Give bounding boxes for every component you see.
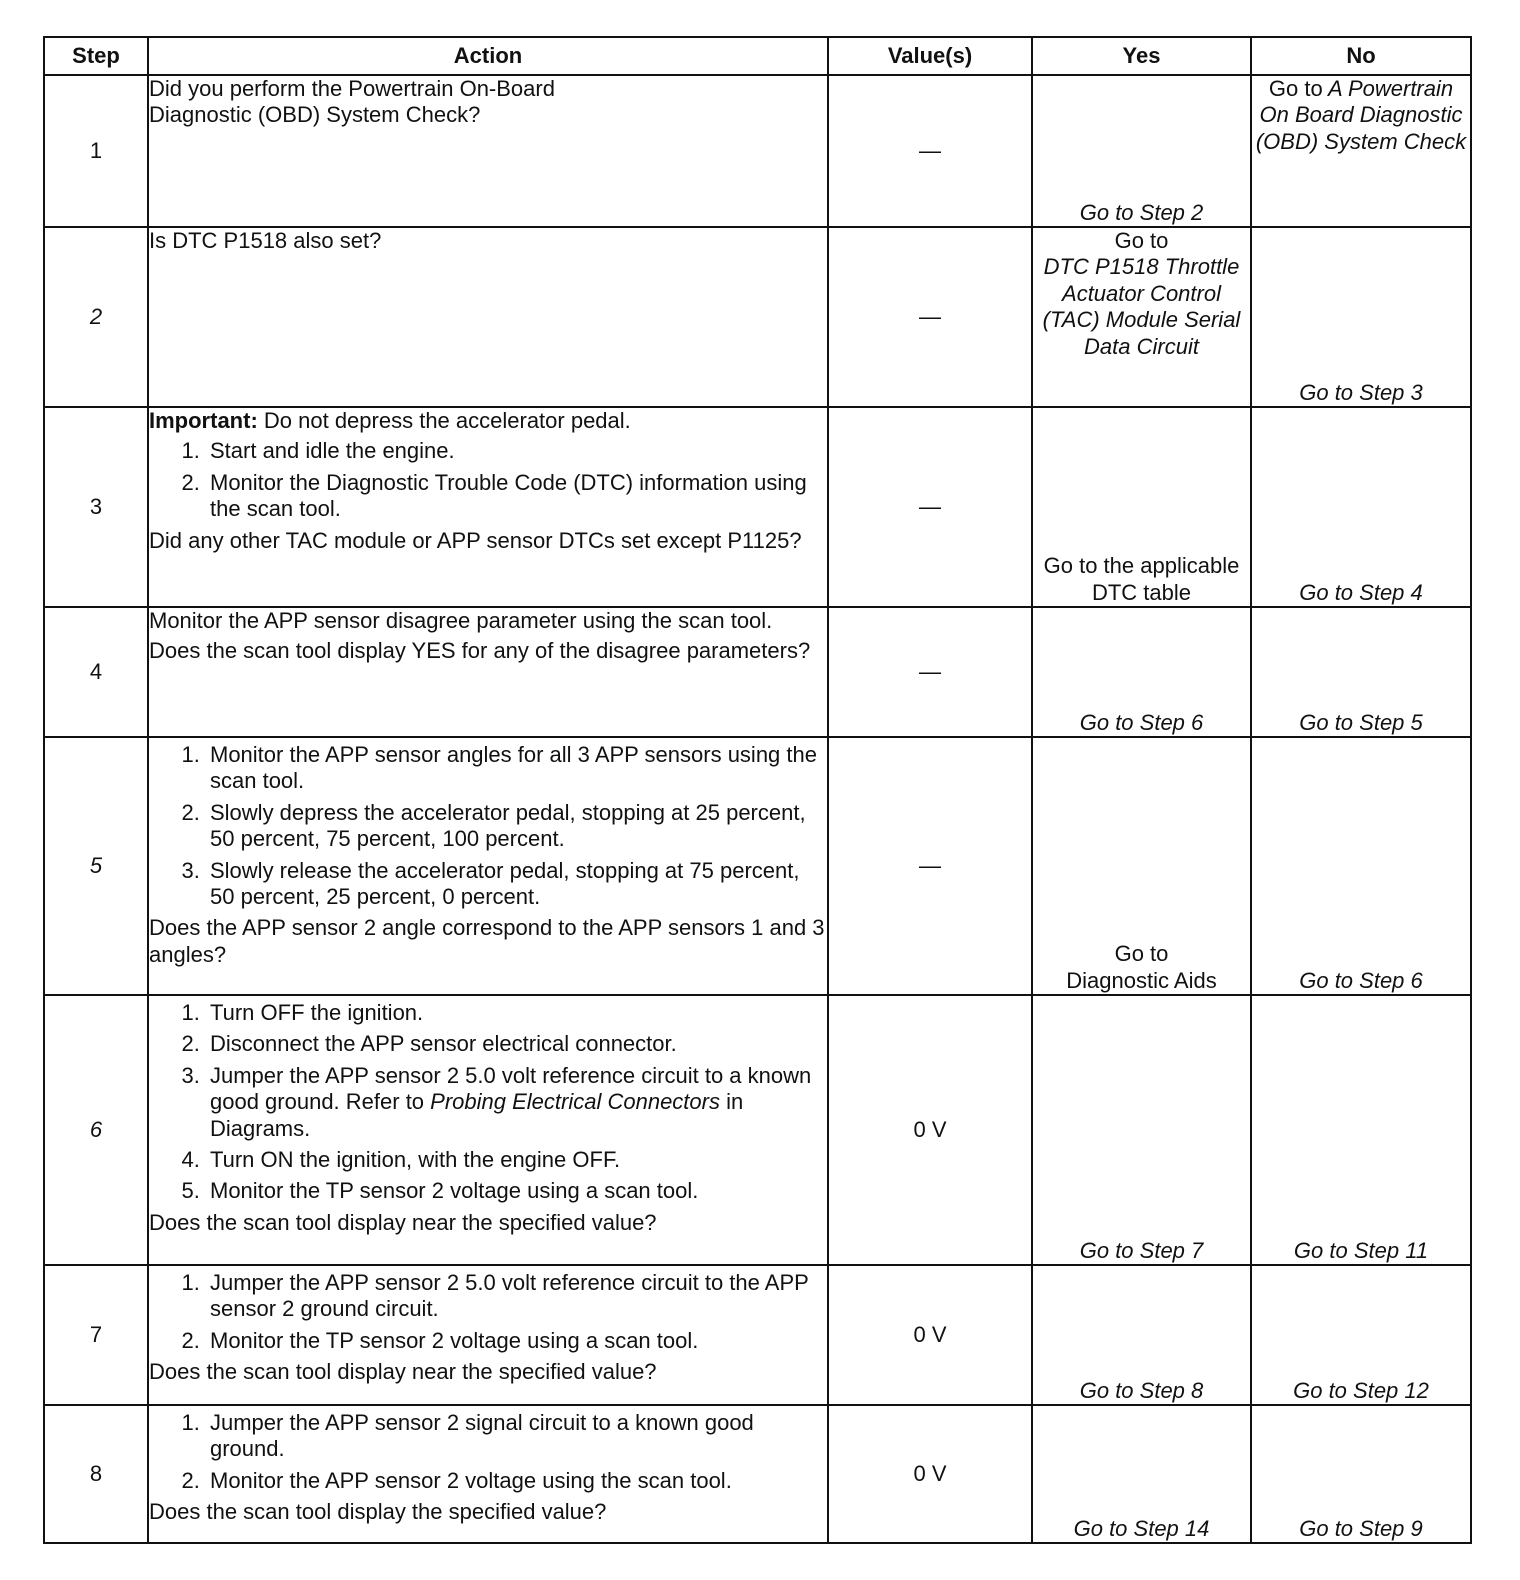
list-item: 1. Start and idle the engine. — [206, 438, 827, 464]
list-item: 1. Monitor the APP sensor angles for all 3 APP sensors using the scan tool. — [206, 742, 827, 795]
no-cell[interactable] — [1251, 1265, 1471, 1405]
action-cell — [148, 607, 828, 737]
value-cell: — — [828, 607, 1032, 737]
question-text: Does the APP sensor 2 angle correspond to the APP sensors 1 and 3 angles? — [149, 915, 825, 967]
step-number: 6 — [44, 995, 148, 1265]
question-text: Does the scan tool display near the specified value? — [149, 1209, 657, 1235]
list-item: 5. Monitor the TP sensor 2 voltage using a scan tool. — [206, 1178, 827, 1204]
action-cell — [148, 1405, 828, 1543]
step-number: 3 — [44, 407, 148, 607]
header-step: Step — [44, 37, 148, 75]
yes-cell[interactable] — [1032, 1265, 1251, 1405]
list-item: 2. Monitor the APP sensor 2 voltage using the scan tool. — [206, 1468, 827, 1494]
header-values: Value(s) — [828, 37, 1032, 75]
action-cell — [148, 75, 828, 227]
step-number: 1 — [44, 75, 148, 227]
no-link[interactable]: Go to Step 3 — [1299, 379, 1423, 405]
no-cell[interactable] — [1251, 1405, 1471, 1543]
step-number: 2 — [44, 227, 148, 407]
list-item: 1. Turn OFF the ignition. — [206, 1000, 827, 1026]
procedure-list — [149, 1410, 827, 1494]
yes-link[interactable]: Go to Step 8 — [1079, 1377, 1204, 1403]
step-number: 8 — [44, 1405, 148, 1543]
probing-connectors-link[interactable]: Probing Electrical Connectors — [430, 1089, 720, 1115]
table-row — [44, 995, 1471, 1265]
value-cell: 0 V — [828, 1265, 1032, 1405]
no-link[interactable]: Go to Step 11 — [1293, 1237, 1429, 1263]
value-cell: 0 V — [828, 1405, 1032, 1543]
diagnostic-table — [43, 36, 1472, 1544]
table-row — [44, 407, 1471, 607]
action-cell — [148, 995, 828, 1265]
procedure-list — [149, 1270, 827, 1354]
procedure-list — [149, 1000, 827, 1205]
no-link[interactable]: Go to Step 12 — [1293, 1377, 1429, 1403]
no-prefix: Go to — [1268, 76, 1323, 101]
header-action: Action — [148, 37, 828, 75]
list-item: 2. Monitor the Diagnostic Trouble Code (DTC) information using the scan tool. — [206, 470, 827, 523]
list-item: 3. Slowly release the accelerator pedal, stopping at 75 percent, 50 percent, 25 percent, 0 percent. — [206, 858, 827, 911]
yes-cell[interactable] — [1032, 1405, 1251, 1543]
yes-prefix: Go to — [1114, 941, 1169, 967]
important-label: Important: — [149, 408, 258, 433]
list-item: 4. Turn ON the ignition, with the engine OFF. — [206, 1147, 827, 1173]
no-cell[interactable] — [1251, 407, 1471, 607]
yes-link[interactable]: Diagnostic Aids — [1066, 967, 1217, 993]
yes-cell[interactable] — [1032, 75, 1251, 227]
action-cell — [148, 1265, 828, 1405]
no-cell[interactable] — [1251, 227, 1471, 407]
no-link[interactable]: A Powertrain On Board Diagnostic (OBD) System Check — [1255, 76, 1467, 154]
yes-link[interactable]: DTC P1518 Throttle Actuator Control (TAC) Module Serial Data Circuit — [1042, 254, 1241, 359]
list-item: 1. Jumper the APP sensor 2 5.0 volt reference circuit to the APP sensor 2 ground circuit. — [206, 1270, 827, 1323]
list-item: 2. Monitor the TP sensor 2 voltage using a scan tool. — [206, 1328, 827, 1354]
header-yes: Yes — [1032, 37, 1251, 75]
question-text: Is DTC P1518 also set? — [149, 228, 382, 253]
header-row — [44, 37, 1471, 75]
table-row — [44, 1265, 1471, 1405]
yes-link[interactable]: Go to Step 6 — [1079, 709, 1204, 735]
yes-link[interactable]: Go to the applicable DTC table — [1043, 553, 1240, 605]
question-text: Did any other TAC module or APP sensor DTCs set except P1125? — [149, 527, 802, 553]
procedure-list — [149, 742, 827, 910]
no-link[interactable]: Go to Step 5 — [1299, 709, 1423, 735]
header-no: No — [1251, 37, 1471, 75]
question-text: Does the scan tool display near the specified value? — [149, 1359, 657, 1385]
table-row — [44, 1405, 1471, 1543]
value-cell: 0 V — [828, 995, 1032, 1265]
step3-tail: in Diagrams. — [210, 1089, 744, 1141]
question-text: Did you perform the Powertrain On-Board Diagnostic (OBD) System Check? — [149, 76, 555, 128]
table-row — [44, 737, 1471, 995]
no-cell[interactable] — [1251, 737, 1471, 995]
question-text: Does the scan tool display YES for any of the disagree parameters? — [149, 638, 811, 664]
value-cell: — — [828, 227, 1032, 407]
no-cell[interactable] — [1251, 607, 1471, 737]
yes-cell[interactable] — [1032, 607, 1251, 737]
important-text: Do not depress the accelerator pedal. — [263, 408, 631, 433]
value-cell: — — [828, 75, 1032, 227]
list-item: 2. Slowly depress the accelerator pedal, stopping at 25 percent, 50 percent, 75 percent, 100 percent. — [206, 800, 827, 853]
step-number: 5 — [44, 737, 148, 995]
value-cell: — — [828, 737, 1032, 995]
no-link[interactable]: Go to Step 4 — [1299, 579, 1423, 605]
step-number: 4 — [44, 607, 148, 737]
no-link[interactable]: Go to Step 9 — [1299, 1515, 1423, 1541]
yes-link[interactable]: Go to Step 14 — [1073, 1515, 1210, 1541]
no-cell[interactable] — [1251, 75, 1471, 227]
yes-link[interactable]: Go to Step 7 — [1079, 1237, 1204, 1263]
yes-prefix: Go to — [1114, 228, 1169, 253]
no-link[interactable]: Go to Step 6 — [1299, 967, 1423, 993]
instruction-text: Monitor the APP sensor disagree parameter using the scan tool. — [149, 608, 773, 633]
step3-text: Jumper the APP sensor 2 5.0 volt reference circuit to a known good ground. Refer to — [210, 1062, 812, 1115]
list-item: 2. Disconnect the APP sensor electrical connector. — [206, 1031, 827, 1057]
table-row — [44, 607, 1471, 737]
table-row — [44, 227, 1471, 407]
list-item — [206, 1063, 827, 1142]
step-number: 7 — [44, 1265, 148, 1405]
table-row — [44, 75, 1471, 227]
action-cell — [148, 407, 828, 607]
procedure-list — [149, 438, 827, 522]
yes-cell[interactable] — [1032, 737, 1251, 995]
yes-cell[interactable] — [1032, 995, 1251, 1265]
action-cell — [148, 227, 828, 407]
action-cell — [148, 737, 828, 995]
question-text: Does the scan tool display the specified value? — [149, 1499, 607, 1525]
value-cell: — — [828, 407, 1032, 607]
yes-cell[interactable] — [1032, 407, 1251, 607]
list-item: 1. Jumper the APP sensor 2 signal circuit to a known good ground. — [206, 1410, 827, 1463]
no-cell[interactable] — [1251, 995, 1471, 1265]
yes-cell[interactable] — [1032, 227, 1251, 407]
yes-link[interactable]: Go to Step 2 — [1079, 199, 1204, 225]
